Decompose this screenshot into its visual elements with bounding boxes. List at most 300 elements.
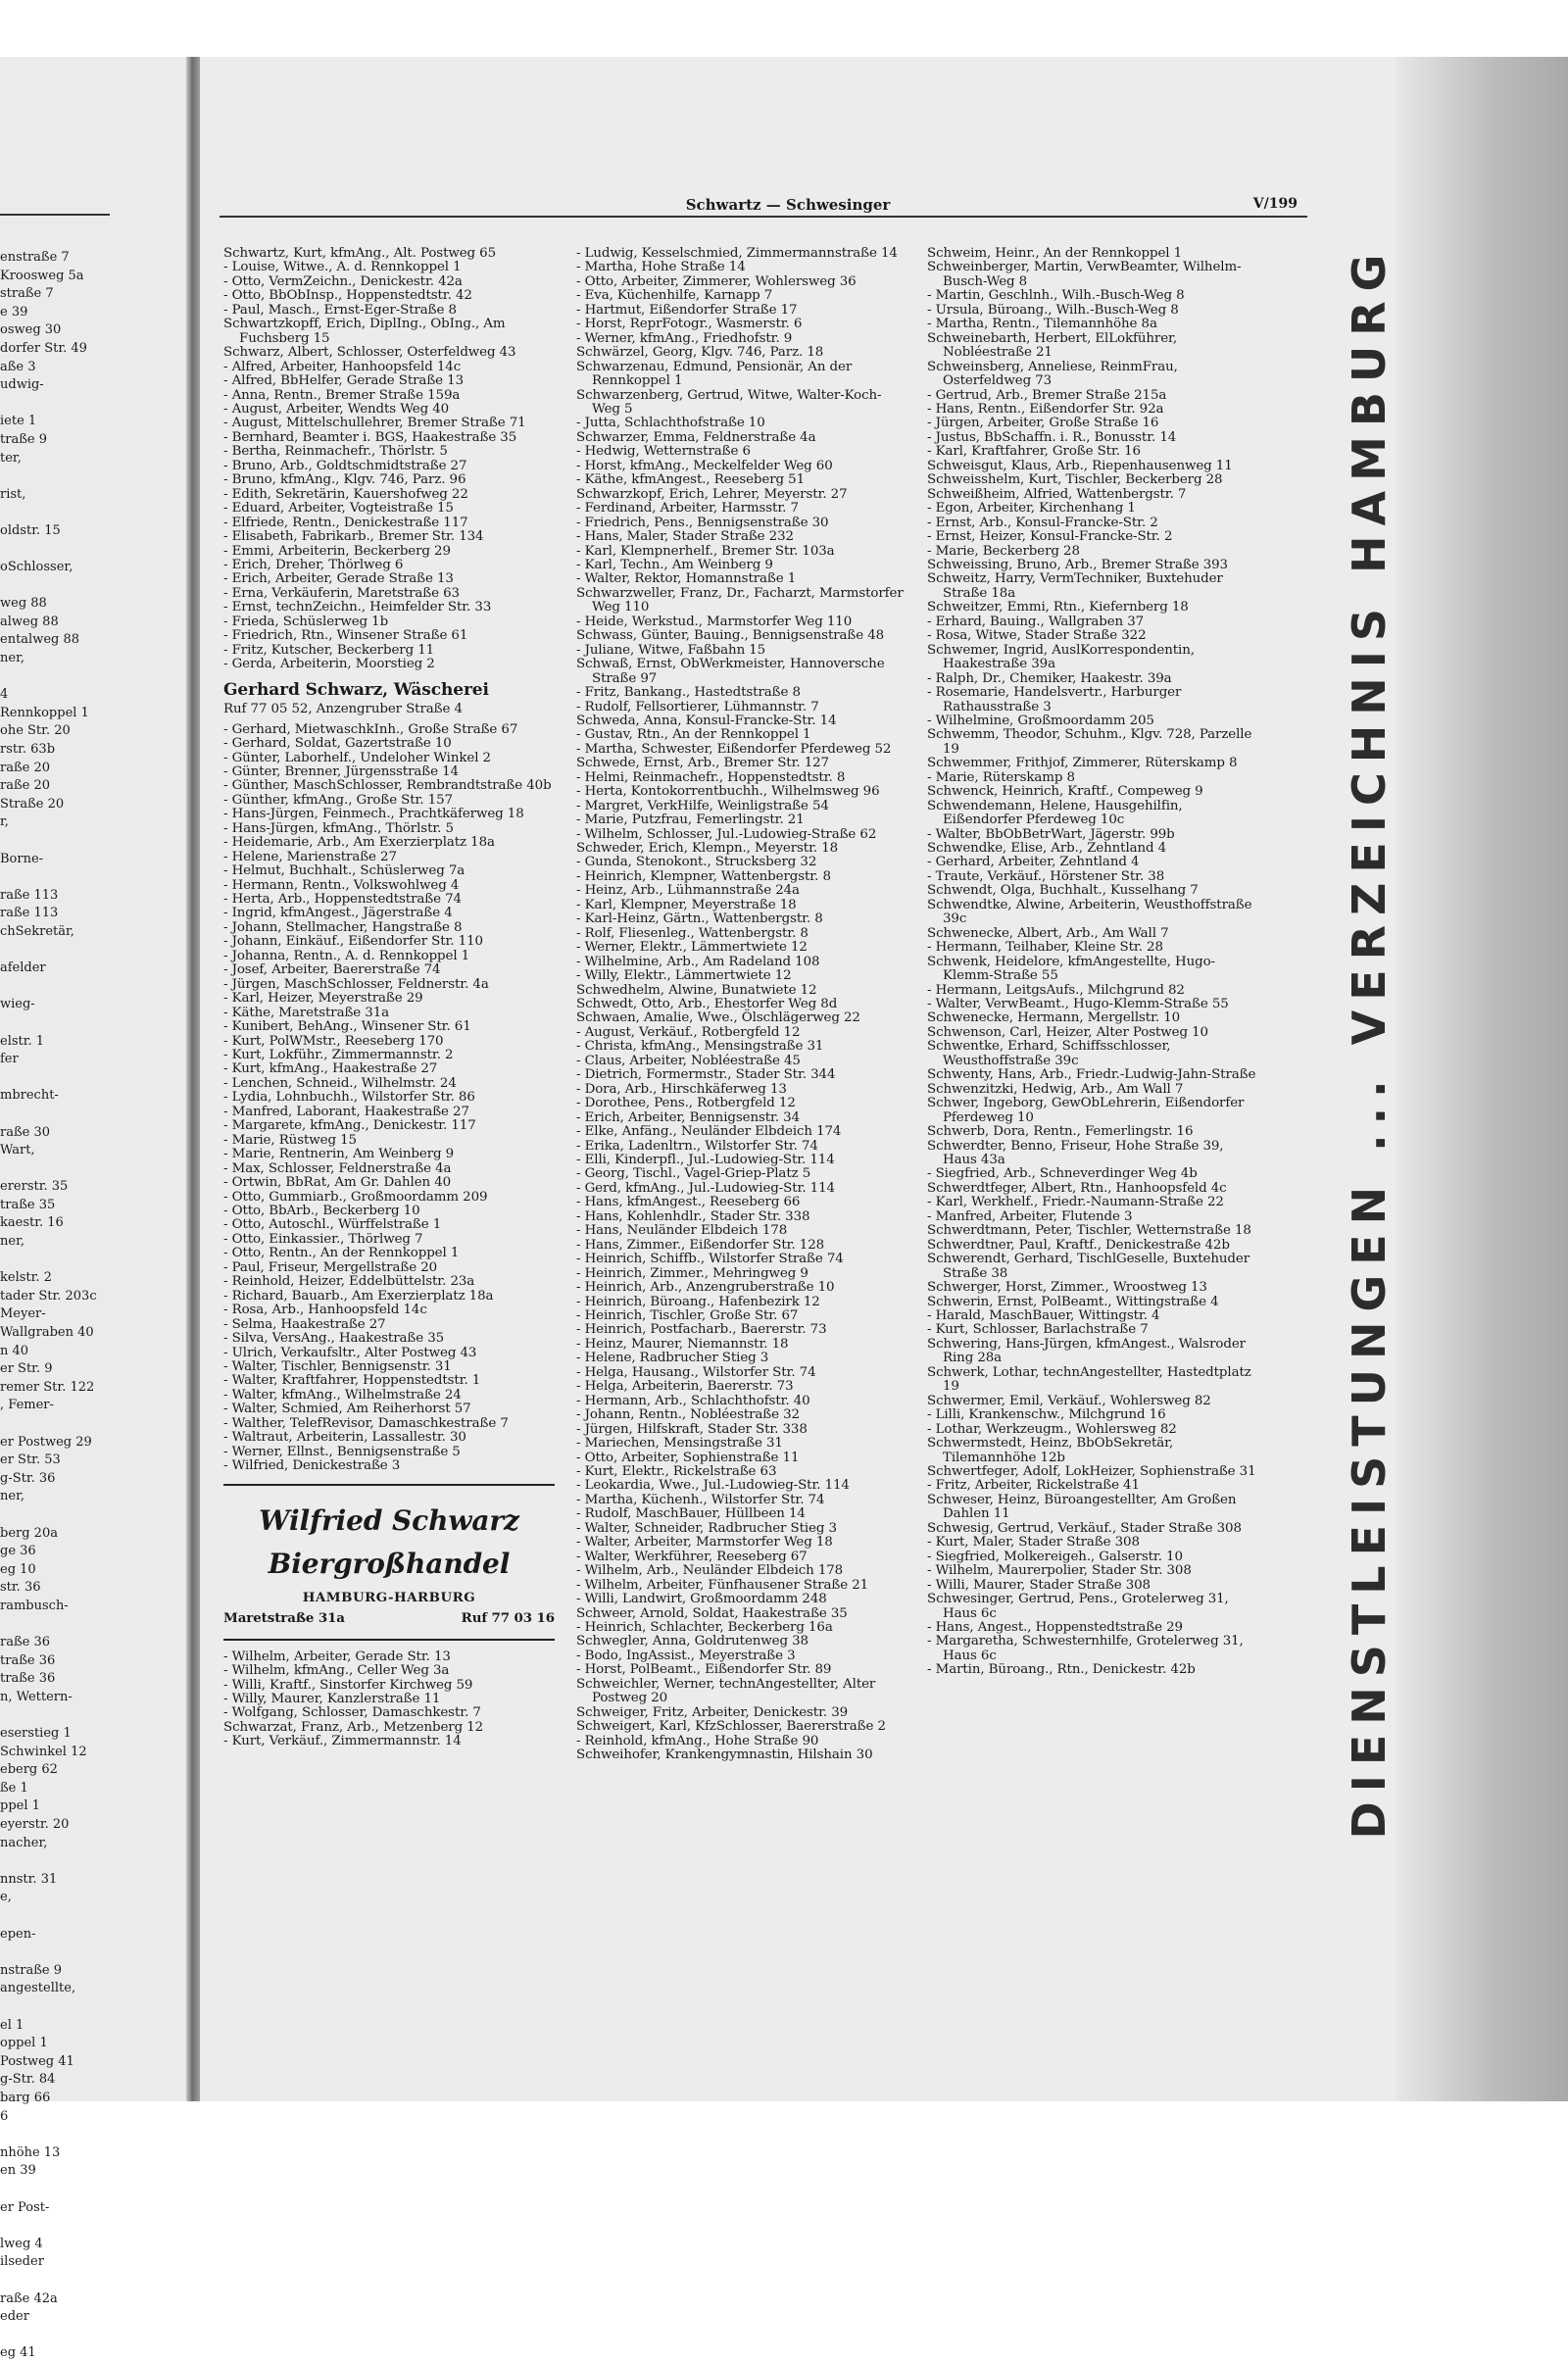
directory-entry: Schweser, Heinz, Büroangestellter, Am Großen Dahlen 11: [927, 1492, 1237, 1522]
directory-entry: - Margaretha, Schwesternhilfe, Grotelerweg 31, Haus 6c: [927, 1634, 1244, 1663]
directory-entry: - Elisabeth, Fabrikarb., Bremer Str. 134: [223, 529, 484, 545]
directory-entry: - Ralph, Dr., Chemiker, Haakestr. 39a: [927, 670, 1172, 686]
left-page-fragment: raße 113: [0, 887, 59, 903]
directory-entry: Schwemer, Ingrid, AuslKorrespondentin, Haakestraße 39a: [927, 642, 1195, 672]
directory-entry: - Karl, Werkhelf., Friedr.-Naumann-Straße 22: [927, 1195, 1224, 1210]
directory-entry: - Erich, Dreher, Thörlweg 6: [223, 557, 404, 572]
directory-entry: - Leokardia, Wwe., Jul.-Ludowieg-Str. 114: [576, 1478, 850, 1494]
directory-entry: - Heinrich, Schlachter, Beckerberg 16a: [576, 1619, 833, 1635]
directory-entry: - Heinrich, Postfacharb., Baererstr. 73: [576, 1322, 827, 1338]
left-page-fragment: [0, 1506, 182, 1525]
directory-entry: - Walter, Schmied, Am Reiherhorst 57: [223, 1402, 471, 1417]
left-page-fragment: [0, 1944, 182, 1962]
directory-entry: - Hermann, Arb., Schlachthofstr. 40: [576, 1393, 810, 1408]
left-page-fragment: el 1: [0, 2017, 24, 2033]
directory-entry: - Heinrich, Klempner, Wattenbergstr. 8: [576, 868, 831, 884]
left-page-fragment: ilseder: [0, 2254, 44, 2270]
directory-entry: - Karl, Kraftfahrer, Große Str. 16: [927, 444, 1141, 460]
directory-entry: Schwedhelm, Alwine, Bunatwiete 12: [576, 982, 817, 998]
directory-entry: - Willi, Maurer, Stader Straße 308: [927, 1577, 1151, 1593]
directory-entry: - Hedwig, Wetternstraße 6: [576, 444, 751, 460]
left-page-fragment: iete 1: [0, 414, 37, 429]
left-page-fragment: epen-: [0, 1926, 36, 1942]
directory-entry: - Kurt, Maler, Stader Straße 308: [927, 1535, 1140, 1551]
directory-entry: - August, Arbeiter, Wendts Weg 40: [223, 401, 450, 417]
directory-entry: - Walter, kfmAng., Wilhelmstraße 24: [223, 1387, 462, 1403]
directory-entry: - Edith, Sekretärin, Kauershofweg 22: [223, 486, 468, 502]
directory-entry: - Kurt, kfmAng., Haakestraße 27: [223, 1061, 438, 1077]
directory-entry: - Alfred, BbHelfer, Gerade Straße 13: [223, 373, 464, 389]
directory-entry: - Rudolf, MaschBauer, Hüllbeen 14: [576, 1506, 806, 1522]
left-page-fragment: barg 66: [0, 2090, 51, 2105]
directory-entry: - Martha, Küchenh., Wilstorfer Str. 74: [576, 1492, 825, 1507]
left-page-fragment: er Str. 9: [0, 1361, 53, 1377]
ad-biergrosshandel: [223, 1484, 555, 1641]
directory-entry: - Horst, PolBeamt., Eißendorfer Str. 89: [576, 1662, 832, 1678]
directory-entry: Schweisgut, Klaus, Arb., Riepenhausenweg 11: [927, 458, 1233, 473]
left-page-fragment: ner,: [0, 1234, 24, 1250]
directory-entry: Schwarzenberg, Gertrud, Witwe, Walter-Koch-Weg 5: [576, 387, 882, 417]
left-page-fragment: [0, 577, 182, 596]
left-page-fragment: ner,: [0, 1489, 24, 1504]
left-page-fragment: Wart,: [0, 1143, 35, 1158]
directory-entry: Schwendemann, Helene, Hausgehilfin, Eißendorfer Pferdeweg 10c: [927, 798, 1183, 828]
directory-entry: Schwerdtmann, Peter, Tischler, Wetternstraße 18: [927, 1223, 1251, 1239]
entries-col1-b: [223, 723, 555, 1474]
directory-entry: - Walter, Arbeiter, Marmstorfer Weg 18: [576, 1535, 833, 1551]
directory-entry: Schwaß, Ernst, ObWerkmeister, Hannoversche Straße 97: [576, 657, 885, 686]
directory-entry: - Gertrud, Arb., Bremer Straße 215a: [927, 387, 1167, 403]
directory-entry: Schwärzel, Georg, Klgv. 746, Parz. 18: [576, 345, 824, 361]
directory-entry: - August, Verkäuf., Rotbergfeld 12: [576, 1024, 801, 1040]
directory-entry: - Rosemarie, Handelsvertr., Harburger Rathausstraße 3: [927, 685, 1182, 714]
directory-entry: - Hans, Neuländer Elbdeich 178: [576, 1223, 788, 1239]
left-page-fragment: ohe Str. 20: [0, 723, 71, 739]
directory-entry: - Walter, BbObBetrWart, Jägerstr. 99b: [927, 826, 1175, 842]
directory-entry: Schwendke, Elise, Arb., Zehntland 4: [927, 841, 1167, 857]
ad-bier-business: Biergroßhandel: [268, 1547, 511, 1580]
directory-entry: Schwede, Ernst, Arb., Bremer Str. 127: [576, 756, 829, 771]
directory-entry: - Horst, ReprFotogr., Wasmerstr. 6: [576, 317, 803, 332]
left-page-fragment: [0, 2217, 182, 2236]
directory-entry: - Manfred, Laborant, Haakestraße 27: [223, 1104, 469, 1119]
directory-entry: Schwass, Günter, Bauing., Bennigsenstraße 48: [576, 628, 885, 644]
directory-entry: - Jürgen, Hilfskraft, Stader Str. 338: [576, 1421, 808, 1437]
directory-entry: - Günter, Laborhelf., Undeloher Winkel 2: [223, 750, 491, 765]
directory-entry: Schwarzenau, Edmund, Pensionär, An der Rennkoppel 1: [576, 359, 853, 389]
directory-entry: Schweinsberg, Anneliese, ReinmFrau, Osterfeldweg 73: [927, 359, 1178, 389]
directory-entry: - Ernst, Heizer, Konsul-Francke-Str. 2: [927, 529, 1173, 545]
left-page-fragment: [0, 1106, 182, 1124]
directory-entry: Schwendt, Olga, Buchhalt., Kusselhang 7: [927, 883, 1199, 899]
directory-entry: Schwenty, Hans, Arb., Friedr.-Ludwig-Jahn-Straße: [927, 1067, 1256, 1083]
left-page-fragment: nnstr. 31: [0, 1871, 58, 1887]
directory-entry: Schwerdter, Benno, Friseur, Hohe Straße 39, Haus 43a: [927, 1138, 1224, 1167]
left-page-fragment: [0, 1252, 182, 1270]
directory-entry: Schwerdtfeger, Albert, Rtn., Hanhoopsfeld 4c: [927, 1180, 1227, 1196]
directory-entry: - Margarete, kfmAng., Denickestr. 117: [223, 1118, 476, 1134]
directory-entry: - Johann, Rentn., Nobléestraße 32: [576, 1407, 800, 1423]
directory-entry: - Manfred, Arbeiter, Flutende 3: [927, 1208, 1133, 1224]
directory-entry: Schwerdtner, Paul, Kraftf., Denickestraße 42b: [927, 1237, 1230, 1253]
directory-entry: - Jürgen, MaschSchlosser, Feldnerstr. 4a: [223, 976, 489, 992]
directory-entry: Schweigert, Karl, KfzSchlosser, Baererstraße 2: [576, 1719, 886, 1735]
directory-entry: - Martha, Hohe Straße 14: [576, 260, 746, 275]
directory-entry: - Käthe, kfmAngest., Reeseberg 51: [576, 472, 805, 488]
left-page-fragment: r,: [0, 814, 9, 830]
directory-entry: - Wilhelm, Maurerpolier, Stader Str. 308: [927, 1563, 1192, 1579]
directory-entry: Schwarz, Albert, Schlosser, Osterfeldweg 43: [223, 345, 516, 361]
directory-entry: Schwendtke, Alwine, Arbeiterin, Weusthoffstraße 39c: [927, 897, 1252, 927]
left-page-fragment: [0, 395, 182, 414]
directory-entry: - Max, Schlosser, Feldnerstraße 4a: [223, 1160, 452, 1176]
directory-entry: Schweitzer, Emmi, Rtn., Kiefernberg 18: [927, 600, 1189, 615]
left-page-fragment: e 39: [0, 304, 28, 320]
directory-entry: - Friedrich, Rtn., Winsener Straße 61: [223, 628, 468, 644]
left-page-fragment: [0, 2126, 182, 2144]
directory-entry: - Heinrich, Arb., Anzengruberstraße 10: [576, 1280, 835, 1296]
column-1: [223, 247, 555, 1749]
left-page-fragment: Schwinkel 12: [0, 1744, 87, 1759]
directory-entry: - Erhard, Bauing., Wallgraben 37: [927, 614, 1145, 629]
left-page-fragment: fer: [0, 1052, 19, 1067]
directory-entry: - Heinrich, Schiffb., Wilstorfer Straße 74: [576, 1252, 844, 1267]
directory-entry: - Bodo, IngAssist., Meyerstraße 3: [576, 1648, 796, 1663]
directory-entry: - Otto, BbArb., Beckerberg 10: [223, 1204, 420, 1218]
directory-entry: Schwermstedt, Heinz, BbObSekretär, Tilemannhöhe 12b: [927, 1436, 1174, 1465]
directory-entry: - Gerda, Arbeiterin, Moorstieg 2: [223, 657, 435, 672]
directory-entry: - Elfriede, Rentn., Denickestraße 117: [223, 515, 468, 530]
left-page-fragment: [0, 2272, 182, 2290]
left-page-fragment: tader Str. 203c: [0, 1288, 97, 1304]
book-gutter: [186, 57, 200, 2101]
directory-entry: - Ursula, Büroang., Wilh.-Busch-Weg 8: [927, 302, 1179, 318]
directory-entry: - Anna, Rentn., Bremer Straße 159a: [223, 387, 461, 403]
directory-entry: - Ernst, technZeichn., Heimfelder Str. 33: [223, 600, 492, 615]
directory-entry: - Christa, kfmAng., Mensingstraße 31: [576, 1039, 824, 1055]
left-page-fragment: osweg 30: [0, 322, 62, 338]
left-page-fragment: eder: [0, 2309, 29, 2325]
directory-entry: - Erna, Verkäuferin, Maretstraße 63: [223, 585, 460, 601]
directory-entry: Schweissing, Bruno, Arb., Bremer Straße 393: [927, 557, 1228, 572]
directory-entry: Schwerk, Lothar, technAngestellter, Hastedtplatz 19: [927, 1364, 1251, 1395]
directory-entry: - Willy, Maurer, Kanzlerstraße 11: [223, 1691, 441, 1706]
left-page-fragment: [0, 468, 182, 486]
left-page-fragment: remer Str. 122: [0, 1379, 95, 1395]
entries-col1-c: [223, 1650, 555, 1749]
directory-entry: Schwarzkopf, Erich, Lehrer, Meyerstr. 27: [576, 486, 848, 502]
left-page-fragment: er Post-: [0, 2199, 50, 2215]
left-page-rule: [0, 214, 110, 216]
directory-entry: - Martin, Büroang., Rtn., Denickestr. 42b: [927, 1662, 1196, 1678]
directory-entry: - Johann, Einkäuf., Eißendorfer Str. 110: [223, 934, 483, 950]
directory-entry: - Helga, Hausang., Wilstorfer Str. 74: [576, 1364, 816, 1380]
directory-entry: - Otto, Gummiarb., Großmoordamm 209: [223, 1189, 488, 1205]
directory-entry: - Heinrich, Büroang., Hafenbezirk 12: [576, 1294, 820, 1309]
ad-waescherei-title: Gerhard Schwarz, Wäscherei: [223, 679, 489, 700]
directory-entry: - Louise, Witwe., A. d. Rennkoppel 1: [223, 260, 462, 275]
directory-entry: - Wilhelm, Arbeiter, Fünfhausener Straße 21: [576, 1577, 869, 1593]
directory-entry: Schwertfeger, Adolf, LokHeizer, Sophienstraße 31: [927, 1463, 1256, 1479]
directory-entry: - Walter, Kraftfahrer, Hoppenstedtstr. 1: [223, 1373, 481, 1389]
directory-entry: - Otto, Arbeiter, Sophienstraße 11: [576, 1450, 800, 1465]
directory-entry: - Ortwin, BbRat, Am Gr. Dahlen 40: [223, 1175, 452, 1191]
directory-entry: - Hans-Jürgen, Feinmech., Prachtkäferweg 18: [223, 807, 524, 822]
left-page-fragment: [0, 978, 182, 997]
directory-entry: - Siegfried, Molkereigeh., Galserstr. 10: [927, 1549, 1183, 1564]
directory-entry: Schwenck, Heinrich, Kraftf., Compeweg 9: [927, 784, 1203, 800]
directory-entry: - Justus, BbSchaffn. i. R., Bonusstr. 14: [927, 429, 1177, 445]
directory-entry: Schwerb, Dora, Rentn., Femerlingstr. 16: [927, 1124, 1194, 1140]
directory-entry: - August, Mittelschullehrer, Bremer Straße 71: [223, 416, 526, 431]
directory-entry: - Paul, Friseur, Mergellstraße 20: [223, 1259, 438, 1275]
directory-entry: - Hans, Maler, Stader Straße 232: [576, 529, 794, 545]
directory-entry: - Egon, Arbeiter, Kirchenhang 1: [927, 501, 1136, 517]
directory-entry: Schwenecke, Hermann, Mergellstr. 10: [927, 1010, 1181, 1026]
left-page-fragment: dorfer Str. 49: [0, 340, 87, 356]
directory-entry: - Hans, Angest., Hoppenstedtstraße 29: [927, 1619, 1183, 1635]
directory-entry: - Martha, Rentn., Tilemannhöhe 8a: [927, 317, 1157, 332]
directory-entry: - Hermann, LeitgsAufs., Milchgrund 82: [927, 982, 1185, 998]
directory-entry: Schwaen, Amalie, Wwe., Ölschlägerweg 22: [576, 1010, 860, 1026]
directory-entry: - Erich, Arbeiter, Bennigsenstr. 34: [576, 1109, 800, 1125]
left-page-fragment: eg 41: [0, 2345, 36, 2361]
directory-entry: - Ulrich, Verkaufsltr., Alter Postweg 43: [223, 1345, 477, 1360]
left-page-fragment: er Str. 53: [0, 1452, 61, 1468]
directory-entry: Schweer, Arnold, Soldat, Haakestraße 35: [576, 1605, 848, 1621]
left-page-fragment: er Postweg 29: [0, 1434, 92, 1450]
directory-entry: Schwenecke, Albert, Arb., Am Wall 7: [927, 925, 1169, 941]
directory-entry: - Günter, Brenner, Jürgensstraße 14: [223, 763, 459, 779]
left-page-fragment: traße 36: [0, 1652, 56, 1668]
left-page-fragment: e,: [0, 1890, 12, 1905]
directory-entry: - Kurt, Lokführ., Zimmermannstr. 2: [223, 1048, 454, 1063]
directory-entry: - Horst, kfmAng., Meckelfelder Weg 60: [576, 458, 833, 473]
directory-entry: - Herta, Arb., Hoppenstedtstraße 74: [223, 892, 462, 908]
left-page-fragment: rist,: [0, 486, 26, 502]
directory-entry: - Martin, Geschlnh., Wilh.-Busch-Weg 8: [927, 288, 1185, 304]
directory-entry: - Heinz, Maurer, Niemannstr. 18: [576, 1336, 789, 1352]
directory-entry: Schwesinger, Gertrud, Pens., Grotelerweg 31, Haus 6c: [927, 1592, 1229, 1621]
directory-entry: - Georg, Tischl., Vagel-Griep-Platz 5: [576, 1166, 811, 1182]
left-page-fragment: [0, 541, 182, 560]
spine-lettering: DIENSTLEISTUNGEN ... VERZEICHNIS HAMBURG: [1343, 244, 1396, 1840]
ad-bier-city: HAMBURG-HARBURG: [302, 1589, 476, 1605]
directory-entry: Schwedt, Otto, Arb., Ehestorfer Weg 8d: [576, 997, 838, 1012]
left-page-fragment: Rennkoppel 1: [0, 705, 89, 720]
left-page-fragment: chSekretär,: [0, 923, 74, 939]
left-page-fragment: nhöhe 13: [0, 2144, 61, 2160]
directory-entry: - Fritz, Arbeiter, Rickelstraße 41: [927, 1478, 1140, 1494]
directory-entry: Schwerendt, Gerhard, TischlGeselle, Buxtehuder Straße 38: [927, 1252, 1250, 1281]
directory-entry: - Bertha, Reinmachefr., Thörlstr. 5: [223, 444, 448, 460]
left-page-fragments: [0, 249, 182, 2363]
directory-entry: - Wilhelm, Arbeiter, Gerade Str. 13: [223, 1649, 451, 1664]
directory-entry: Schwemmer, Frithjof, Zimmerer, Rüterskamp 8: [927, 756, 1238, 771]
directory-entry: - Bernhard, Beamter i. BGS, Haakestraße 35: [223, 429, 517, 445]
directory-entry: Schwerin, Ernst, PolBeamt., Wittingstraße 4: [927, 1294, 1219, 1309]
left-page-fragment: Kroosweg 5a: [0, 268, 84, 283]
left-page-fragment: [0, 1014, 182, 1033]
book-spine: [1396, 57, 1568, 2101]
directory-entry: - Dorothee, Pens., Rotbergfeld 12: [576, 1096, 796, 1111]
directory-entry: - Gerhard, Arbeiter, Zehntland 4: [927, 855, 1140, 870]
directory-entry: - Erich, Arbeiter, Gerade Straße 13: [223, 571, 454, 587]
left-page-fragment: berg 20a: [0, 1525, 58, 1541]
directory-entry: Schweitz, Harry, VermTechniker, Buxtehuder Straße 18a: [927, 571, 1223, 601]
directory-entry: - Walter, Tischler, Bennigsenstr. 31: [223, 1358, 452, 1374]
directory-entry: - Lydia, Lohnbuchh., Wilstorfer Str. 86: [223, 1090, 475, 1106]
directory-entry: - Waltraut, Arbeiterin, Lassallestr. 30: [223, 1430, 466, 1446]
left-page-fragment: [0, 1415, 182, 1434]
directory-entry: Schwering, Hans-Jürgen, kfmAngest., Walsroder Ring 28a: [927, 1336, 1246, 1366]
directory-entry: Schweder, Erich, Klempn., Meyerstr. 18: [576, 841, 839, 857]
left-page-fragment: Postweg 41: [0, 2053, 74, 2069]
directory-entry: - Marie, Rentnerin, Am Weinberg 9: [223, 1147, 455, 1162]
directory-entry: - Margret, VerkHilfe, Weinligstraße 54: [576, 798, 829, 813]
directory-entry: Schweinberger, Martin, VerwBeamter, Wilhelm-Busch-Weg 8: [927, 260, 1242, 289]
left-page-fragment: angestellte,: [0, 1981, 76, 1996]
directory-entry: - Karl-Heinz, Gärtn., Wattenbergstr. 8: [576, 911, 823, 927]
directory-entry: - Elke, Anfäng., Neuländer Elbdeich 174: [576, 1124, 842, 1140]
ad-bier-street: Maretstraße 31a: [223, 1609, 345, 1626]
directory-entry: - Frieda, Schüslerweg 1b: [223, 614, 389, 629]
page-number: V/199: [1252, 196, 1298, 212]
directory-entry: - Dietrich, Formermstr., Stader Str. 344: [576, 1067, 836, 1083]
column-3: [927, 247, 1258, 1678]
directory-entry: - Rosa, Witwe, Stader Straße 322: [927, 628, 1147, 644]
directory-entry: - Otto, BbObInsp., Hoppenstedtstr. 42: [223, 288, 472, 304]
directory-entry: Schweichler, Werner, technAngestellter, Alter Postweg 20: [576, 1676, 876, 1706]
left-page-fragment: Meyer-: [0, 1306, 46, 1322]
directory-entry: - Marie, Rüstweg 15: [223, 1132, 357, 1148]
directory-entry: Schweisshelm, Kurt, Tischler, Beckerberg 28: [927, 472, 1223, 488]
left-page-fragment: Borne-: [0, 851, 44, 866]
directory-entry: - Willi, Landwirt, Großmoordamm 248: [576, 1592, 827, 1607]
directory-entry: - Karl, Klempner, Meyerstraße 18: [576, 897, 797, 912]
left-page-fragment: ner,: [0, 651, 24, 666]
directory-entry: - Hartmut, Eißendorfer Straße 17: [576, 302, 798, 318]
ad-waescherei-phone-address: Ruf 77 05 52, Anzengruber Straße 4: [223, 701, 463, 716]
directory-entry: - Kurt, Elektr., Rickelstraße 63: [576, 1463, 777, 1479]
left-page-fragment: g-Str. 36: [0, 1470, 56, 1486]
left-page-fragment: entalweg 88: [0, 632, 80, 648]
left-page-fragment: kaestr. 16: [0, 1215, 64, 1231]
left-page-fragment: [0, 1616, 182, 1635]
directory-entry: - Werner, Ellnst., Bennigsenstraße 5: [223, 1444, 461, 1459]
directory-entry: - Martha, Schwester, Eißendorfer Pferdeweg 52: [576, 741, 892, 757]
directory-entry: - Juliane, Witwe, Faßbahn 15: [576, 642, 766, 658]
left-page-fragment: ter,: [0, 450, 22, 466]
directory-entry: Schwerger, Horst, Zimmer., Wroostweg 13: [927, 1280, 1207, 1296]
left-page-fragment: en 39: [0, 2163, 36, 2179]
directory-page: [200, 57, 1396, 2101]
directory-entry: - Gunda, Stenokont., Strucksberg 32: [576, 855, 817, 870]
left-page-fragment: raße 30: [0, 1124, 51, 1140]
directory-entry: - Rudolf, Fellsortierer, Lühmannstr. 7: [576, 699, 819, 714]
directory-entry: - Wilhelm, Arb., Neuländer Elbdeich 178: [576, 1563, 844, 1579]
left-page-fragment: enstraße 7: [0, 250, 70, 265]
left-page-fragment: elstr. 1: [0, 1033, 45, 1049]
left-page-fragment: [0, 832, 182, 851]
directory-entry: - Fritz, Bankang., Hastedtstraße 8: [576, 685, 801, 701]
directory-entry: - Helene, Radbrucher Stieg 3: [576, 1351, 769, 1366]
ad-bier-name: Wilfried Schwarz: [259, 1503, 519, 1537]
directory-entry: - Käthe, Maretstraße 31a: [223, 1005, 389, 1020]
left-page-fragment: [0, 942, 182, 960]
left-page-fragment: eg 10: [0, 1561, 36, 1577]
directory-entry: - Werner, Elektr., Lämmertwiete 12: [576, 940, 808, 956]
left-page-fragment: ße 1: [0, 1780, 28, 1796]
directory-entry: - Walter, VerwBeamt., Hugo-Klemm-Straße 55: [927, 997, 1229, 1012]
left-page-fragment: afelder: [0, 960, 46, 976]
directory-entry: - Wolfgang, Schlosser, Damaschkestr. 7: [223, 1705, 481, 1721]
directory-entry: Schwenzitzki, Hedwig, Arb., Am Wall 7: [927, 1081, 1184, 1097]
directory-entry: Schwenk, Heidelore, kfmAngestellte, Hugo-Klemm-Straße 55: [927, 954, 1215, 984]
directory-entry: - Kunibert, BehAng., Winsener Str. 61: [223, 1019, 471, 1035]
left-page-fragment: g-Str. 84: [0, 2072, 56, 2088]
directory-entry: - Lilli, Krankenschw., Milchgrund 16: [927, 1407, 1166, 1423]
left-page-fragment: [0, 668, 182, 687]
directory-entry: - Reinhold, kfmAng., Hohe Straße 90: [576, 1733, 819, 1748]
directory-entry: - Harald, MaschBauer, Wittingstr. 4: [927, 1307, 1160, 1323]
directory-entry: - Paul, Masch., Ernst-Eger-Straße 8: [223, 302, 457, 318]
left-page-fragment: [0, 1998, 182, 2017]
directory-entry: - Hans, Kohlenhdlr., Stader Str. 338: [576, 1208, 810, 1224]
directory-entry: - Wilfried, Denickestraße 3: [223, 1458, 401, 1474]
directory-entry: - Helga, Arbeiterin, Baererstr. 73: [576, 1379, 794, 1395]
directory-entry: - Walther, TelefRevisor, Damaschkestraße 7: [223, 1415, 509, 1431]
directory-entry: - Claus, Arbeiter, Nobléestraße 45: [576, 1053, 801, 1068]
directory-entry: - Willy, Elektr., Lämmertwiete 12: [576, 968, 792, 984]
directory-entry: - Hans, Rentn., Eißendorfer Str. 92a: [927, 401, 1164, 417]
left-page-fragment: wieg-: [0, 997, 35, 1012]
directory-entry: - Erika, Ladenltrn., Wilstorfer Str. 74: [576, 1138, 818, 1154]
left-page-fragment: 4: [0, 687, 9, 703]
directory-entry: - Wilhelm, Schlosser, Jul.-Ludowieg-Straße 62: [576, 826, 877, 842]
directory-entry: - Wilhelmine, Großmoordamm 205: [927, 713, 1154, 728]
directory-entry: - Heinz, Arb., Lühmannstraße 24a: [576, 883, 800, 899]
directory-entry: - Johanna, Rentn., A. d. Rennkoppel 1: [223, 948, 470, 963]
directory-entry: - Mariechen, Mensingstraße 31: [576, 1436, 783, 1452]
directory-entry: - Heinrich, Zimmer., Mehringweg 9: [576, 1265, 808, 1281]
directory-entry: - Günther, MaschSchlosser, Rembrandtstraße 40b: [223, 778, 552, 794]
directory-entry: - Gerhard, Soldat, Gazertstraße 10: [223, 736, 452, 752]
directory-entry: - Silva, VersAng., Haakestraße 35: [223, 1331, 445, 1347]
directory-entry: - Karl, Heizer, Meyerstraße 29: [223, 991, 423, 1007]
left-page-fragment: ge 36: [0, 1544, 36, 1559]
directory-entry: Schwentke, Erhard, Schiffsschlosser, Weusthoffstraße 39c: [927, 1039, 1171, 1068]
directory-entry: - Lothar, Werkzeugm., Wohlersweg 82: [927, 1421, 1177, 1437]
directory-entry: - Hermann, Teilhaber, Kleine Str. 28: [927, 940, 1163, 956]
directory-entry: - Otto, Autoschl., Würffelstraße 1: [223, 1217, 442, 1233]
left-page-fragment: lweg 4: [0, 2236, 43, 2251]
directory-entry: - Emmi, Arbeiterin, Beckerberg 29: [223, 543, 451, 559]
left-page-fragment: ppel 1: [0, 1798, 40, 1814]
directory-entry: - Bruno, kfmAng., Klgv. 746, Parz. 96: [223, 472, 466, 488]
left-page-fragment: traße 35: [0, 1197, 56, 1212]
directory-entry: - Marie, Beckerberg 28: [927, 543, 1080, 559]
directory-entry: Schweiger, Fritz, Arbeiter, Denickestr. 39: [576, 1704, 849, 1720]
directory-entry: Schwartzkopff, Erich, DiplIng., ObIng., Am Fuchsberg 15: [223, 317, 506, 346]
directory-entry: Schwarzat, Franz, Arb., Metzenberg 12: [223, 1719, 484, 1735]
directory-entry: - Otto, Arbeiter, Zimmerer, Wohlersweg 36: [576, 273, 857, 289]
left-page-fragment: weg 88: [0, 596, 47, 612]
directory-entry: Schweda, Anna, Konsul-Francke-Str. 14: [576, 713, 837, 728]
directory-entry: Schwenson, Carl, Heizer, Alter Postweg 10: [927, 1024, 1208, 1040]
ad-waescherei: [223, 678, 555, 717]
directory-entry: - Ludwig, Kesselschmied, Zimmermannstraße 14: [576, 246, 898, 261]
